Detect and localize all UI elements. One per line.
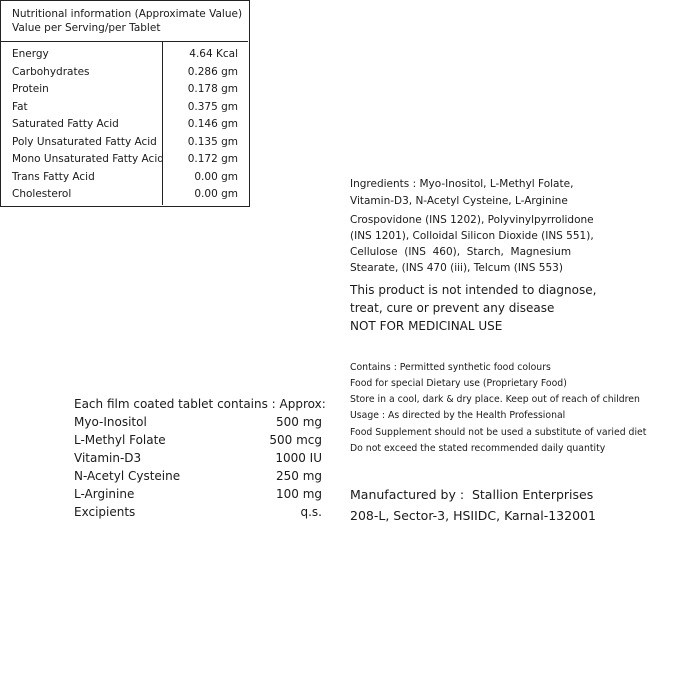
nutrient-value: 0.00 gm <box>194 188 238 200</box>
tablet-item-value: 500 mcg <box>269 433 322 447</box>
nutrient-value: 0.375 gm <box>187 100 238 113</box>
excipients-line: (INS 1201), Colloidal Silicon Dioxide (INS 551), <box>350 230 594 242</box>
nutrient-name: Saturated Fatty Acid <box>12 118 119 130</box>
nutrition-row <box>0 116 248 133</box>
nutrition-row <box>0 46 248 63</box>
tablet-item-name: N-Acetyl Cysteine <box>74 469 181 483</box>
tablet-item-name: Excipients <box>74 505 136 519</box>
tablet-item-value: 250 mg <box>275 469 322 483</box>
nutrient-value: 0.135 gm <box>187 135 238 148</box>
note-line: Food for special Dietary use (Proprietary Food) <box>350 378 567 389</box>
tablet-contents-heading: Each film coated tablet contains : Approx: <box>74 397 326 411</box>
nutrition-table <box>0 0 250 207</box>
nutrient-value: 0.146 gm <box>187 118 238 130</box>
manufacturer-address: 208-L, Sector-3, HSIIDC, Karnal-132001 <box>350 508 596 523</box>
tablet-item-value: 100 mg <box>275 487 322 501</box>
nutrition-header-line1: Nutritional information (Approximate Value) <box>12 8 243 20</box>
excipients-line: Crospovidone (INS 1202), Polyvinylpyrrolidone <box>350 214 594 226</box>
nutrient-name: Poly Unsaturated Fatty Acid <box>12 135 157 148</box>
nutrient-name: Energy <box>12 48 49 60</box>
note-line: Do not exceed the stated recommended daily quantity <box>350 443 606 454</box>
nutrition-row <box>0 186 248 203</box>
tablet-item-name: L-Arginine <box>74 487 135 501</box>
tablet-item-value: q.s. <box>300 505 322 519</box>
nutrition-row <box>0 134 248 151</box>
disclaimer-line: treat, cure or prevent any disease <box>350 301 555 315</box>
nutrient-value: 4.64 Kcal <box>189 48 238 60</box>
ingredients-line: Vitamin-D3, N-Acetyl Cysteine, L-Arginine <box>350 195 568 207</box>
disclaimer-line: This product is not intended to diagnose, <box>350 283 597 297</box>
ingredients-line: Ingredients : Myo-Inositol, L-Methyl Folate, <box>350 178 574 190</box>
nutrition-row <box>0 64 248 81</box>
nutrition-header-line2: Value per Serving/per Tablet <box>12 22 161 34</box>
nutrition-row <box>0 151 248 168</box>
nutrient-value: 0.00 gm <box>194 170 238 183</box>
excipients-line: Stearate, (INS 470 (iii), Telcum (INS 553) <box>350 262 563 274</box>
nutrient-name: Cholesterol <box>12 188 72 200</box>
tablet-item-name: Vitamin-D3 <box>74 451 142 465</box>
nutrient-value: 0.178 gm <box>187 83 238 95</box>
nutrient-value: 0.172 gm <box>187 153 238 165</box>
nutrition-row <box>0 99 248 116</box>
note-line: Store in a cool, dark & dry place. Keep out of reach of children <box>350 394 640 405</box>
nutrient-name: Mono Unsaturated Fatty Acid <box>12 153 164 165</box>
disclaimer-line: NOT FOR MEDICINAL USE <box>350 319 503 333</box>
nutrition-row <box>0 169 248 186</box>
tablet-item-name: L-Methyl Folate <box>74 433 166 447</box>
tablet-item-value: 500 mg <box>275 415 322 429</box>
nutrient-name: Carbohydrates <box>12 65 90 78</box>
note-line: Food Supplement should not be used a substitute of varied diet <box>350 427 647 438</box>
nutrient-name: Fat <box>12 100 28 113</box>
manufacturer-name: Manufactured by : Stallion Enterprises <box>350 487 594 502</box>
excipients-line: Cellulose (INS 460), Starch, Magnesium <box>350 246 572 258</box>
note-line: Contains : Permitted synthetic food colours <box>350 362 551 373</box>
tablet-item-name: Myo-Inositol <box>74 415 147 429</box>
tablet-item-value: 1000 IU <box>275 451 322 465</box>
nutrient-value: 0.286 gm <box>187 65 238 78</box>
nutrition-row <box>0 81 248 98</box>
nutrient-name: Trans Fatty Acid <box>12 170 95 183</box>
nutrient-name: Protein <box>12 83 49 95</box>
note-line: Usage : As directed by the Health Professional <box>350 410 566 421</box>
nutrition-table-header <box>0 0 248 42</box>
